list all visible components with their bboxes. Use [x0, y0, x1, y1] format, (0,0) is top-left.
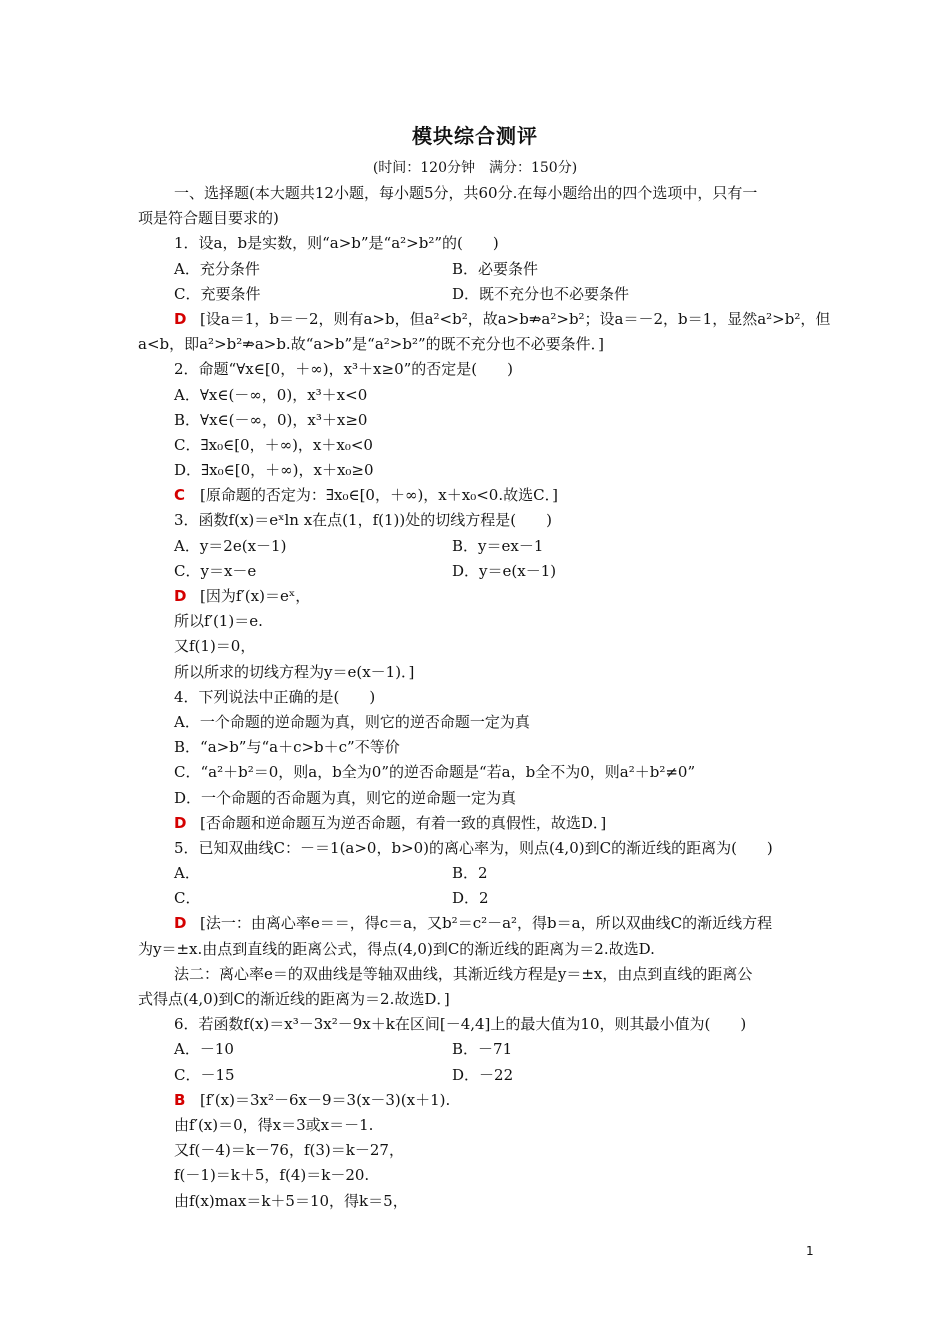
line-text: 6．若函数f(x)＝x³－3x²－9x＋k在区间[－4,4]上的最大值为10，则其最小值为( ) [174, 1015, 747, 1034]
line-text: D．∃x₀∈[0，＋∞)，x＋x₀≥0 [174, 461, 374, 480]
text-line [138, 685, 816, 710]
option-row [138, 282, 816, 307]
text-line [138, 1189, 816, 1214]
option-right: D．－22 [452, 1065, 514, 1084]
line-text: a<b，即a²>b²⇏a>b.故“a>b”是“a²>b²”的既不充分也不必要条件．] [138, 335, 604, 354]
answer-label: D [174, 587, 187, 605]
answer-label: C [174, 486, 186, 505]
option-right: B．必要条件 [452, 259, 539, 278]
answer-line [138, 811, 816, 836]
answer-label: D [174, 914, 187, 933]
line-text: 2．命题“∀x∈[0，＋∞)，x³＋x≥0”的否定是( ) [174, 360, 513, 379]
line-text: 由f′(x)＝0，得x＝3或x＝－1. [174, 1115, 374, 1134]
line-text: f(－1)＝k＋5，f(4)＝k－20. [174, 1166, 370, 1185]
line-text: 所以f′(1)＝e. [174, 612, 263, 631]
line-text: A．一个命题的逆命题为真，则它的逆否命题一定为真 [174, 712, 530, 731]
option-row [138, 1037, 816, 1062]
line-text: 由f(x)max＝k＋5＝10，得k＝5， [174, 1191, 408, 1210]
text-line [138, 408, 816, 433]
text-line [138, 836, 816, 861]
answer-explanation: [法一：由离心率e＝＝，得c＝a，又b²＝c²－a²，得b＝a，所以双曲线C的渐近线方程 [200, 914, 773, 933]
line-text: 4．下列说法中正确的是( ) [174, 687, 376, 706]
text-line [138, 735, 816, 760]
answer-line [138, 584, 816, 609]
line-text: 法二：离心率e＝的双曲线是等轴双曲线，其渐近线方程是y＝±x，由点到直线的距离公 [174, 964, 753, 983]
line-text: 项是符合题目要求的) [138, 209, 279, 228]
option-left: A．y＝2e(x－1) [174, 536, 287, 555]
line-text: 1．设a，b是实数，则“a>b”是“a²>b²”的( ) [174, 234, 499, 253]
answer-explanation: [f′(x)＝3x²－6x－9＝3(x－3)(x＋1). [200, 1090, 451, 1109]
line-text: 又f(1)＝0， [174, 637, 256, 656]
text-line [138, 609, 816, 634]
text-line [138, 1012, 816, 1037]
option-row [138, 861, 816, 886]
line-text: 式得点(4,0)到C的渐近线的距离为＝2.故选D．] [138, 990, 450, 1008]
line-text: 所以所求的切线方程为y＝e(x－1)．] [174, 662, 415, 681]
answer-explanation: [原命题的否定为：∃x₀∈[0，＋∞)，x＋x₀<0.故选C．] [200, 486, 558, 505]
text-line [138, 634, 816, 659]
answer-explanation: [设a＝1，b＝－2，则有a>b，但a²<b²，故a>b⇏a²>b²；设a＝－2，b＝1，显然a²>b²，但 [200, 309, 831, 328]
option-left: C．充要条件 [174, 284, 261, 303]
text-line [138, 206, 816, 231]
text-line [138, 937, 816, 962]
line-text: C．∃x₀∈[0，＋∞)，x＋x₀<0 [174, 435, 373, 454]
option-right: D．既不充分也不必要条件 [452, 284, 630, 303]
text-line [138, 1113, 816, 1138]
text-line [138, 231, 816, 256]
option-right: B．y＝ex－1 [452, 536, 544, 555]
line-text: 为y＝±x.由点到直线的距离公式，得点(4,0)到C的渐近线的距离为＝2.故选D. [138, 939, 655, 958]
option-row [138, 534, 816, 559]
answer-line [138, 307, 831, 332]
answer-explanation: [因为f′(x)＝eˣ， [200, 587, 311, 605]
option-left: A．充分条件 [174, 259, 260, 278]
text-line [138, 786, 816, 811]
text-line [138, 332, 816, 357]
line-text: 又f(－4)＝k－76，f(3)＝k－27， [174, 1141, 404, 1160]
answer-explanation: [否命题和逆命题互为逆否命题，有着一致的真假性，故选D．] [200, 813, 607, 832]
line-text: D．一个命题的否命题为真，则它的逆命题一定为真 [174, 788, 517, 807]
answer-line [138, 1088, 816, 1113]
answer-label: D [174, 309, 187, 328]
line-text: 一、选择题(本大题共12小题，每小题5分，共60分.在每小题给出的四个选项中，只有一 [174, 184, 758, 202]
text-line [138, 660, 816, 685]
page-number: 1 [806, 1244, 814, 1258]
answer-label: B [174, 1090, 186, 1109]
text-line [138, 433, 816, 458]
answer-line [138, 911, 816, 936]
text-line [138, 508, 816, 533]
page-subtitle: (时间：120分钟 满分：150分) [372, 160, 578, 176]
document-body [138, 181, 831, 1214]
option-left: A． [174, 864, 200, 883]
option-row [138, 1063, 816, 1088]
text-line [138, 1138, 816, 1163]
text-line [138, 357, 816, 382]
option-right: B．2 [452, 864, 488, 883]
option-right: D．2 [452, 889, 489, 908]
option-left: C．y＝x－e [174, 561, 257, 580]
option-row [138, 886, 816, 911]
page-title: 模块综合测评 [412, 124, 538, 148]
option-left: A．－10 [174, 1040, 234, 1059]
option-row [138, 559, 816, 584]
text-line [138, 962, 816, 987]
text-line [138, 458, 816, 483]
line-text: B．“a>b”与“a＋c>b＋c”不等价 [174, 738, 400, 757]
line-text: 3．函数f(x)＝eˣln x在点(1，f(1))处的切线方程是( ) [174, 511, 552, 530]
text-line [138, 760, 816, 785]
answer-label: D [174, 813, 187, 832]
line-text: 5．已知双曲线C：－＝1(a>0，b>0)的离心率为，则点(4,0)到C的渐近线的距离为( ) [174, 838, 773, 857]
text-line [138, 1163, 816, 1188]
text-line [138, 987, 816, 1012]
text-line [138, 181, 816, 206]
option-left: C． [174, 889, 201, 908]
line-text: A．∀x∈(－∞，0)，x³＋x<0 [174, 385, 368, 404]
text-line [138, 383, 816, 408]
option-right: B．－71 [452, 1040, 513, 1059]
option-right: D．y＝e(x－1) [452, 561, 557, 580]
text-line [138, 710, 816, 735]
option-row [138, 257, 816, 282]
line-text: B．∀x∈(－∞，0)，x³＋x≥0 [174, 410, 368, 429]
option-left: C．－15 [174, 1065, 235, 1084]
answer-line [138, 483, 816, 508]
line-text: C．“a²＋b²＝0，则a，b全为0”的逆否命题是“若a，b全不为0，则a²＋b²≠0” [174, 763, 696, 782]
